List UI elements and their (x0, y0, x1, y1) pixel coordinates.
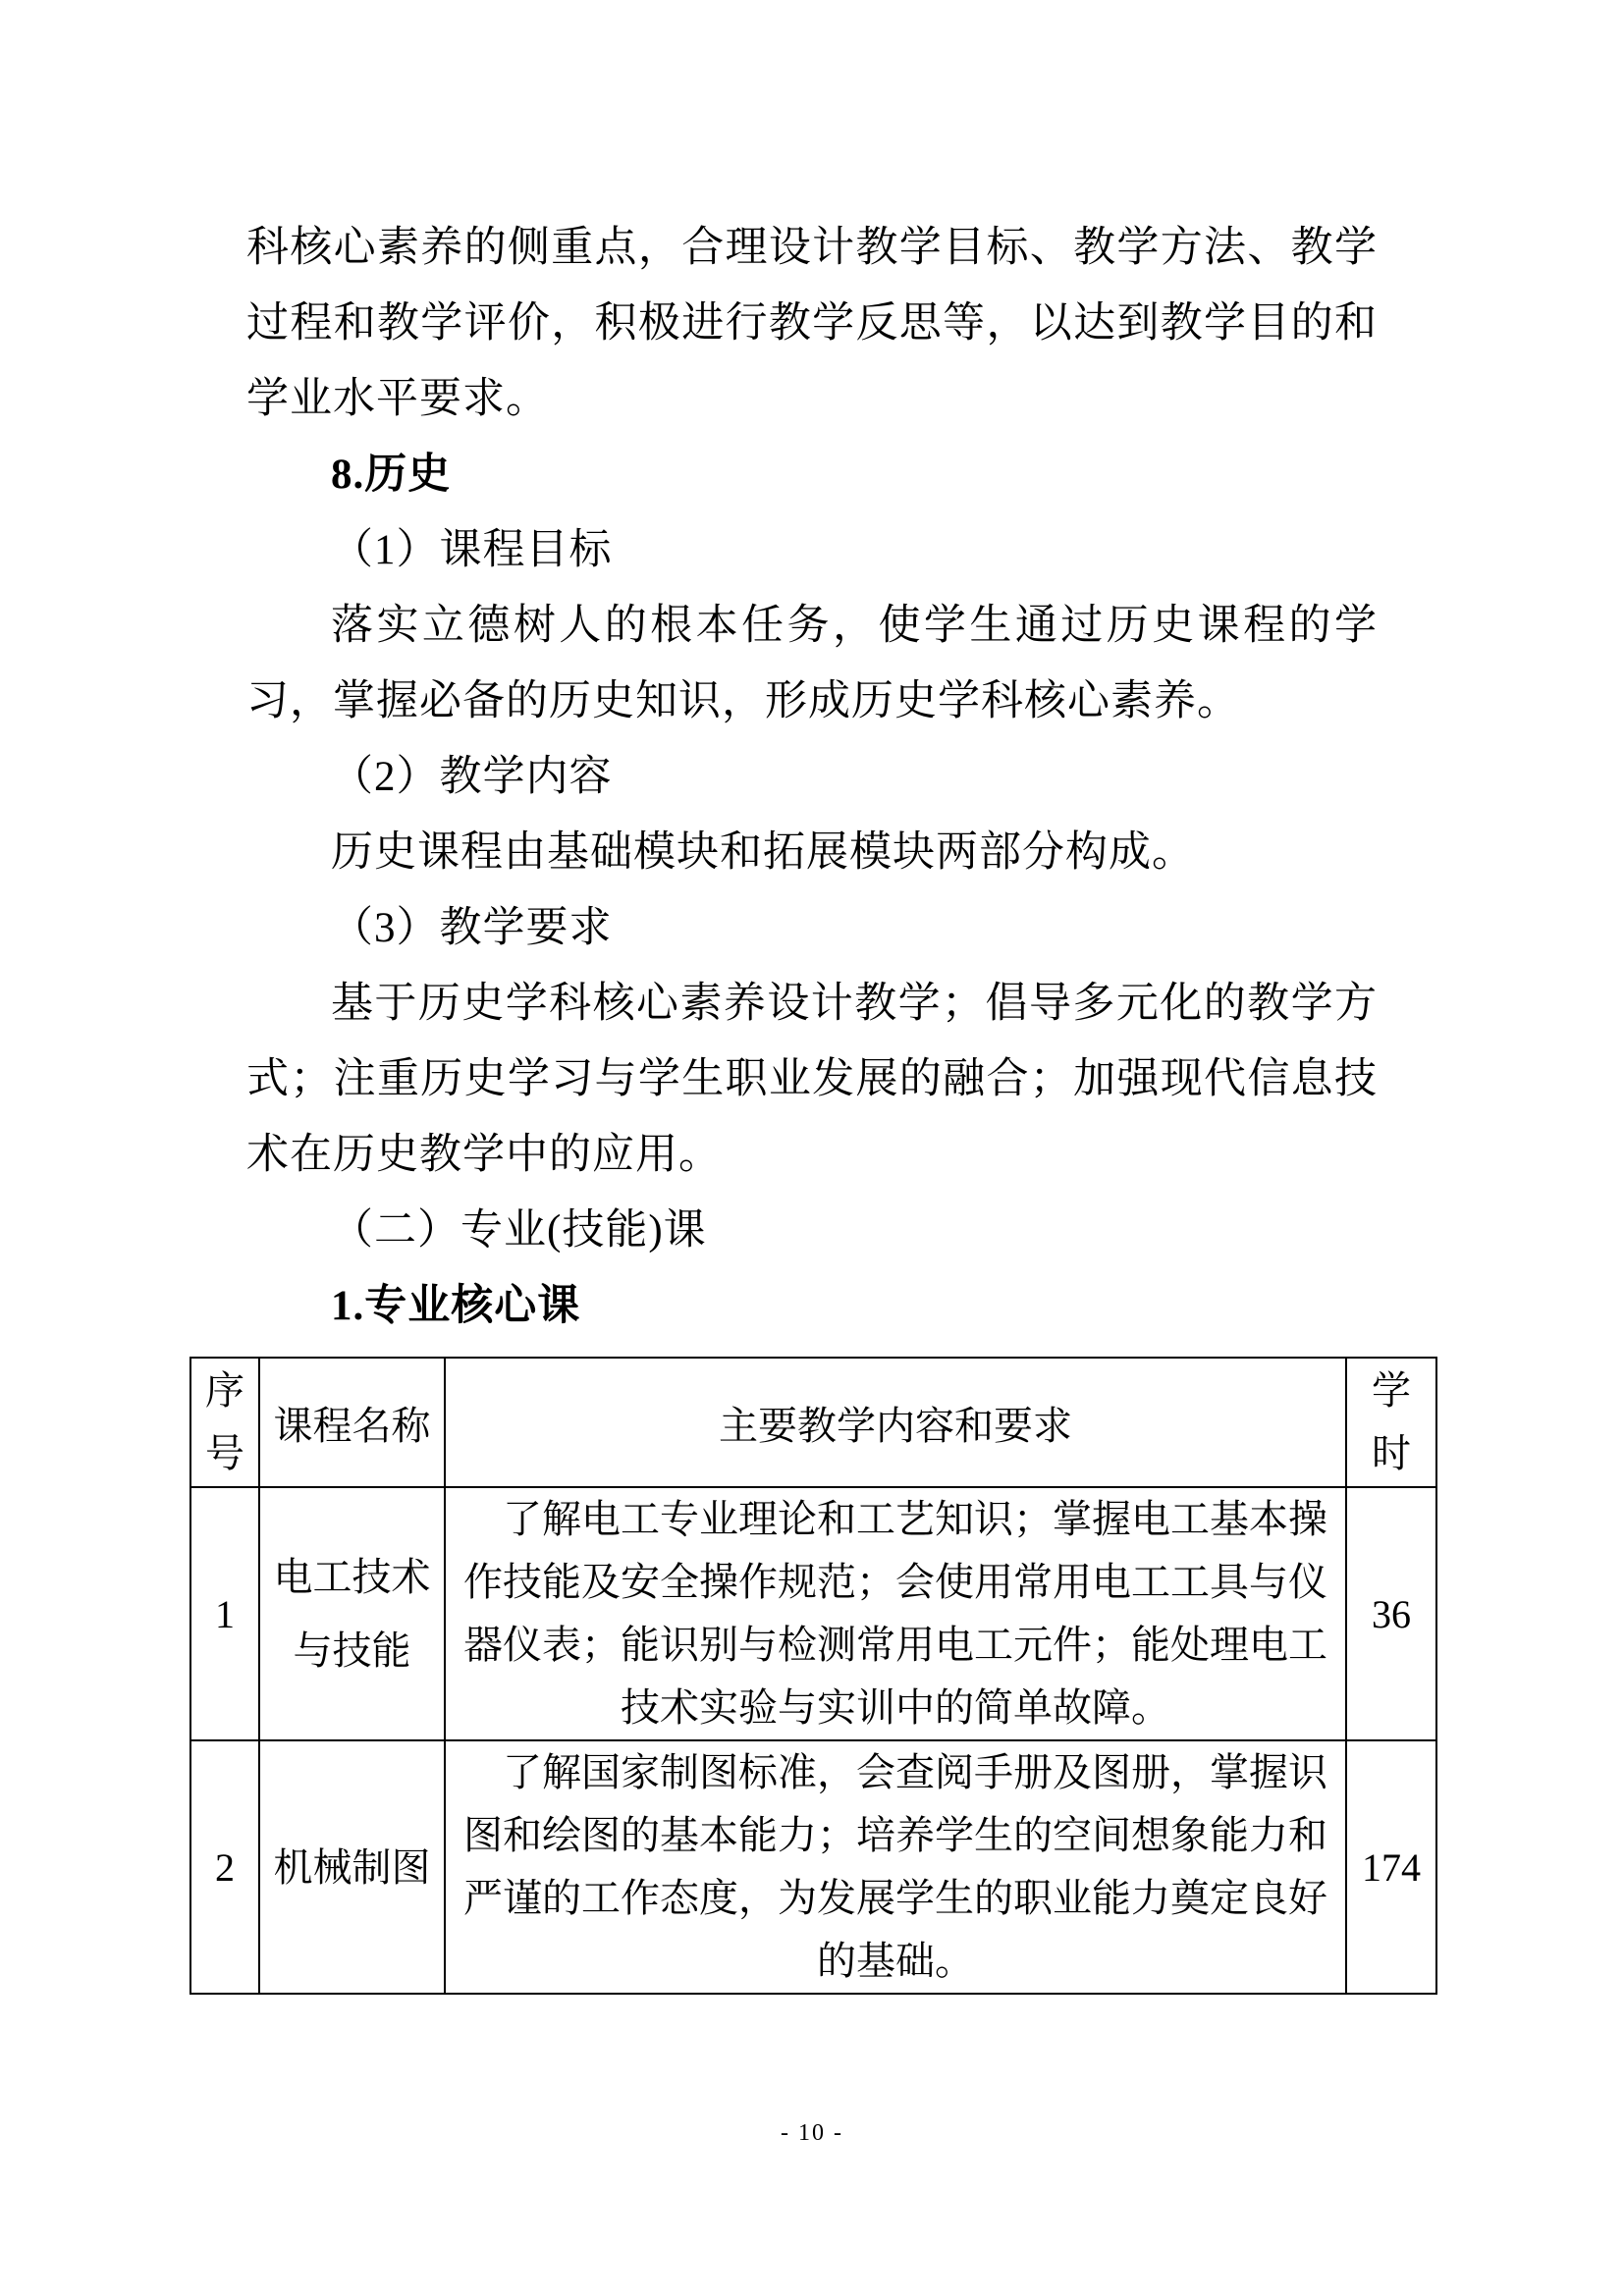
cell-course-content: 了解国家制图标准，会查阅手册及图册，掌握识图和绘图的基本能力；培养学生的空间想象能力和严谨的工作态度，为发展学生的职业能力奠定良好的基础。 (445, 1740, 1346, 1994)
table-row (190, 1487, 1436, 1740)
paragraph-teaching-requirement: 基于历史学科核心素养设计教学；倡导多元化的教学方式；注重历史学习与学生职业发展的融合；加强现代信息技术在历史教学中的应用。 (246, 981, 1378, 1178)
header-content-label: 主要教学内容和要求 (719, 1403, 1072, 1448)
cell-course-hours: 174 (1346, 1740, 1436, 1994)
paragraph-teaching-content: 历史课程由基础模块和拓展模块两部分构成。 (331, 829, 1195, 876)
course-table (189, 1357, 1437, 1995)
header-course-name-label: 课程名称 (273, 1403, 431, 1448)
page-number: - 10 - (781, 2120, 843, 2146)
subheading-teaching-content: （2）教学内容 (331, 754, 613, 800)
subheading-course-goal: （1）课程目标 (331, 527, 613, 573)
header-cell-hours (1346, 1358, 1436, 1487)
header-cell-no (190, 1358, 259, 1487)
heading-core-course: 1.专业核心课 (331, 1283, 581, 1329)
cell-row-number: 1 (190, 1487, 259, 1740)
header-no-label: 序号 (205, 1368, 244, 1475)
cell-course-hours: 36 (1346, 1487, 1436, 1740)
header-cell-content (445, 1358, 1346, 1487)
cell-course-name: 机械制图 (259, 1740, 445, 1994)
table-header-row (190, 1358, 1436, 1487)
cell-course-content: 了解电工专业理论和工艺知识；掌握电工基本操作技能及安全操作规范；会使用常用电工工具与仪器仪表；能识别与检测常用电工元件；能处理电工技术实验与实训中的简单故障。 (445, 1487, 1346, 1740)
subheading-teaching-requirement: （3）教学要求 (331, 905, 613, 951)
heading-history: 8.历史 (331, 452, 452, 498)
cell-row-number: 2 (190, 1740, 259, 1994)
cell-course-name: 电工技术与技能 (259, 1487, 445, 1740)
header-cell-course-name (259, 1358, 445, 1487)
header-hours-label: 学时 (1372, 1368, 1411, 1475)
body-text-column (246, 210, 1378, 1344)
paragraph-continuation: 科核心素养的侧重点，合理设计教学目标、教学方法、教学过程和教学评价，积极进行教学反思等，以达到教学目的和学业水平要求。 (246, 225, 1378, 422)
table-row (190, 1740, 1436, 1994)
paragraph-course-goal: 落实立德树人的根本任务，使学生通过历史课程的学习，掌握必备的历史知识，形成历史学科核心素养。 (246, 603, 1378, 724)
heading-specialty-course: （二）专业(技能)课 (331, 1207, 707, 1254)
